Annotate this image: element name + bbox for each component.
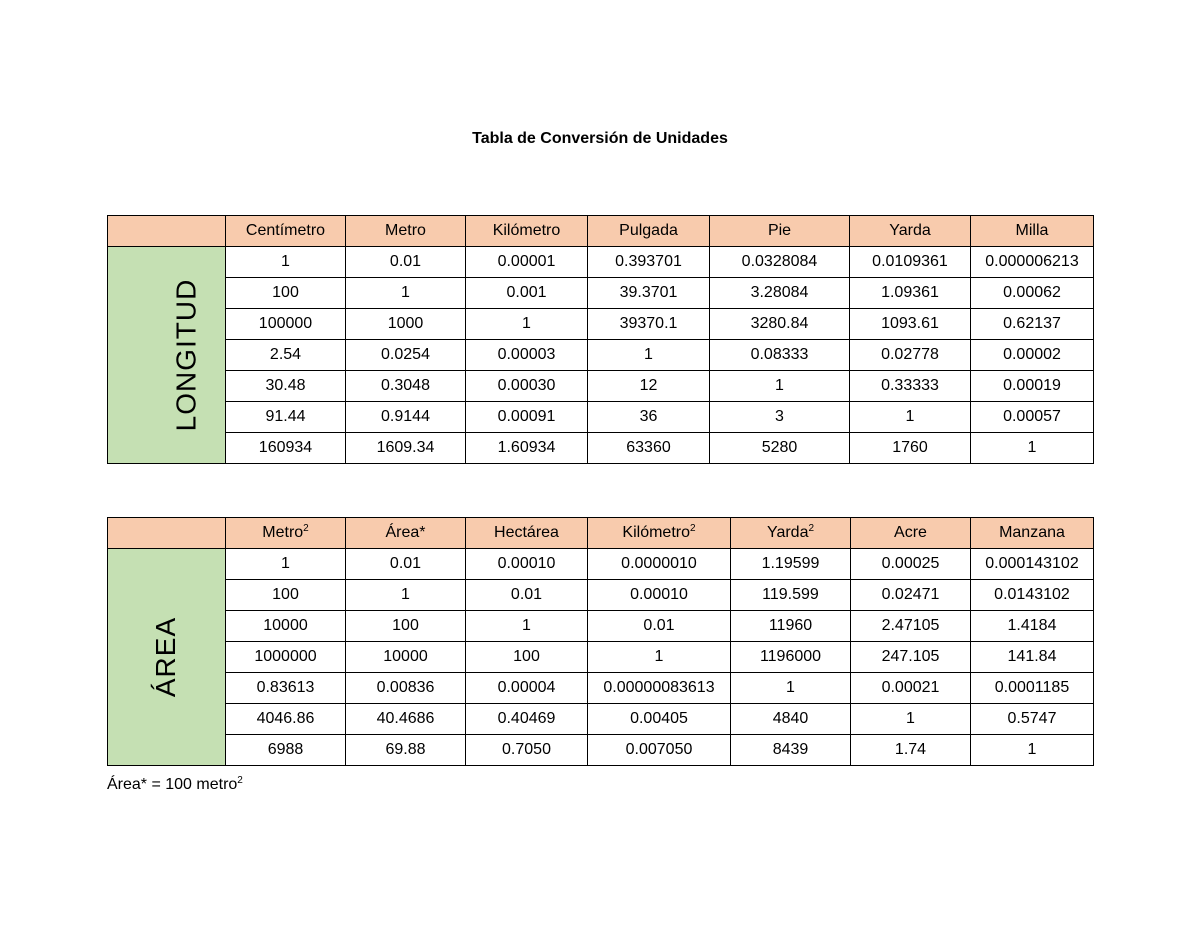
table-cell: 160934 [226,433,346,464]
table-cell: 1609.34 [346,433,466,464]
table-cell: 0.33333 [850,371,971,402]
table-row [108,673,1094,704]
table-cell: 4046.86 [226,704,346,735]
table-cell: 0.00001 [466,247,588,278]
table-cell: 0.00019 [971,371,1094,402]
category-label: ÁREA [150,616,182,698]
table-cell: 1 [226,247,346,278]
table-row [108,371,1094,402]
category-label-cell [108,247,226,464]
table-cell: 10000 [346,642,466,673]
table-cell: 0.00003 [466,340,588,371]
table-cell: 63360 [588,433,710,464]
table-cell: 0.01 [588,611,731,642]
table-row [108,340,1094,371]
column-header-label: Centímetro [245,222,326,239]
corner-cell [108,518,226,549]
table-row [108,278,1094,309]
table-cell: 1.74 [851,735,971,766]
table-row [108,433,1094,464]
table-cell: 0.00062 [971,278,1094,309]
table-cell: 0.00000083613 [588,673,731,704]
table-cell: 1.09361 [850,278,971,309]
table-cell: 1760 [850,433,971,464]
table-cell: 0.0109361 [850,247,971,278]
column-header-label: Kilómetro [622,524,690,541]
table-cell: 100 [226,580,346,611]
column-header [226,518,346,549]
table-cell: 5280 [710,433,850,464]
table-cell: 119.599 [731,580,851,611]
table-cell: 0.01 [346,549,466,580]
table-cell: 0.00836 [346,673,466,704]
table-cell: 0.0001185 [971,673,1094,704]
category-label-cell [108,549,226,766]
column-header [226,216,346,247]
table-cell: 0.00057 [971,402,1094,433]
table-cell: 6988 [226,735,346,766]
table-cell: 91.44 [226,402,346,433]
column-header-superscript: 2 [690,523,696,534]
table-row [108,402,1094,433]
table-cell: 1 [346,580,466,611]
table-cell: 100 [346,611,466,642]
table-cell: 1093.61 [850,309,971,340]
table-cell: 1 [226,549,346,580]
table-cell: 0.0143102 [971,580,1094,611]
table-cell: 30.48 [226,371,346,402]
table-cell: 1.19599 [731,549,851,580]
table-cell: 1 [710,371,850,402]
table-cell: 0.02778 [850,340,971,371]
table-cell: 0.00030 [466,371,588,402]
column-header-label: Metro [262,524,304,541]
table-cell: 0.00004 [466,673,588,704]
table-cell: 0.40469 [466,704,588,735]
table-row [108,309,1094,340]
table-cell: 1 [731,673,851,704]
table-cell: 247.105 [851,642,971,673]
table-row [108,642,1094,673]
length-conversion-table [107,215,1094,464]
table-cell: 0.00010 [466,549,588,580]
table-cell: 4840 [731,704,851,735]
footnote-superscript: 2 [237,775,243,786]
table-cell: 3280.84 [710,309,850,340]
table-cell: 1 [971,433,1094,464]
table-cell: 100 [226,278,346,309]
column-header-superscript: 2 [303,523,309,534]
table-row [108,735,1094,766]
column-header [466,518,588,549]
column-header-label: Metro [385,222,426,239]
table-cell: 0.001 [466,278,588,309]
table-cell: 8439 [731,735,851,766]
column-header-label: Pulgada [619,222,678,239]
table-cell: 0.02471 [851,580,971,611]
table-cell: 100 [466,642,588,673]
column-header-label: Área* [385,524,426,541]
table-cell: 2.54 [226,340,346,371]
table-cell: 1 [588,340,710,371]
column-header [971,216,1094,247]
column-header [588,216,710,247]
table-cell: 3.28084 [710,278,850,309]
table-cell: 0.00021 [851,673,971,704]
table-cell: 0.83613 [226,673,346,704]
table-cell: 0.007050 [588,735,731,766]
table-cell: 0.9144 [346,402,466,433]
table-cell: 0.00002 [971,340,1094,371]
table-cell: 1 [850,402,971,433]
column-header [710,216,850,247]
table-header-row [108,518,1094,549]
table-cell: 1 [466,611,588,642]
table-row [108,549,1094,580]
table-cell: 10000 [226,611,346,642]
table-cell: 2.47105 [851,611,971,642]
column-header-label: Yarda [766,524,809,541]
table-cell: 3 [710,402,850,433]
table-cell: 141.84 [971,642,1094,673]
table-row [108,580,1094,611]
table-cell: 1 [346,278,466,309]
column-header [731,518,851,549]
column-header-label: Pie [767,222,792,239]
table-cell: 0.62137 [971,309,1094,340]
column-header [346,216,466,247]
area-conversion-table [107,517,1094,766]
table-cell: 0.01 [466,580,588,611]
table-cell: 0.0328084 [710,247,850,278]
table-cell: 1 [971,735,1094,766]
table-cell: 0.000143102 [971,549,1094,580]
column-header [971,518,1094,549]
page-title: Tabla de Conversión de Unidades [472,130,728,147]
table-cell: 0.0000010 [588,549,731,580]
table-cell: 0.00405 [588,704,731,735]
table-cell: 40.4686 [346,704,466,735]
column-header-label: Milla [1015,222,1049,239]
table-cell: 0.0254 [346,340,466,371]
table-cell: 11960 [731,611,851,642]
column-header [346,518,466,549]
table-cell: 0.7050 [466,735,588,766]
column-header-label: Manzana [999,524,1065,541]
column-header-label: Kilómetro [492,222,561,239]
column-header [851,518,971,549]
table-row [108,611,1094,642]
table-cell: 1000000 [226,642,346,673]
column-header [588,518,731,549]
footnote-text: Área* = 100 metro [107,776,238,793]
table-cell: 0.00010 [588,580,731,611]
column-header-label: Acre [894,524,927,541]
table-cell: 0.00091 [466,402,588,433]
corner-cell [108,216,226,247]
column-header [466,216,588,247]
table-cell: 0.00025 [851,549,971,580]
table-cell: 0.01 [346,247,466,278]
table-cell: 1196000 [731,642,851,673]
table-cell: 39370.1 [588,309,710,340]
column-header-superscript: 2 [808,523,815,534]
table-header-row [108,216,1094,247]
table-cell: 0.393701 [588,247,710,278]
table-cell: 39.3701 [588,278,710,309]
table-cell: 1.60934 [466,433,588,464]
table-cell: 12 [588,371,710,402]
table-cell: 0.3048 [346,371,466,402]
column-header-label: Hectárea [494,524,559,541]
table-cell: 1 [466,309,588,340]
table-row [108,704,1094,735]
column-header [850,216,971,247]
table-cell: 69.88 [346,735,466,766]
table-cell: 0.5747 [971,704,1094,735]
table-cell: 36 [588,402,710,433]
table-cell: 100000 [226,309,346,340]
footnote [107,776,243,794]
table-cell: 1.4184 [971,611,1094,642]
table-cell: 0.08333 [710,340,850,371]
column-header-label: Yarda [889,222,931,239]
table-cell: 1 [588,642,731,673]
table-row [108,247,1094,278]
table-cell: 1000 [346,309,466,340]
table-cell: 0.000006213 [971,247,1094,278]
category-label: LONGITUD [170,278,202,432]
table-cell: 1 [851,704,971,735]
